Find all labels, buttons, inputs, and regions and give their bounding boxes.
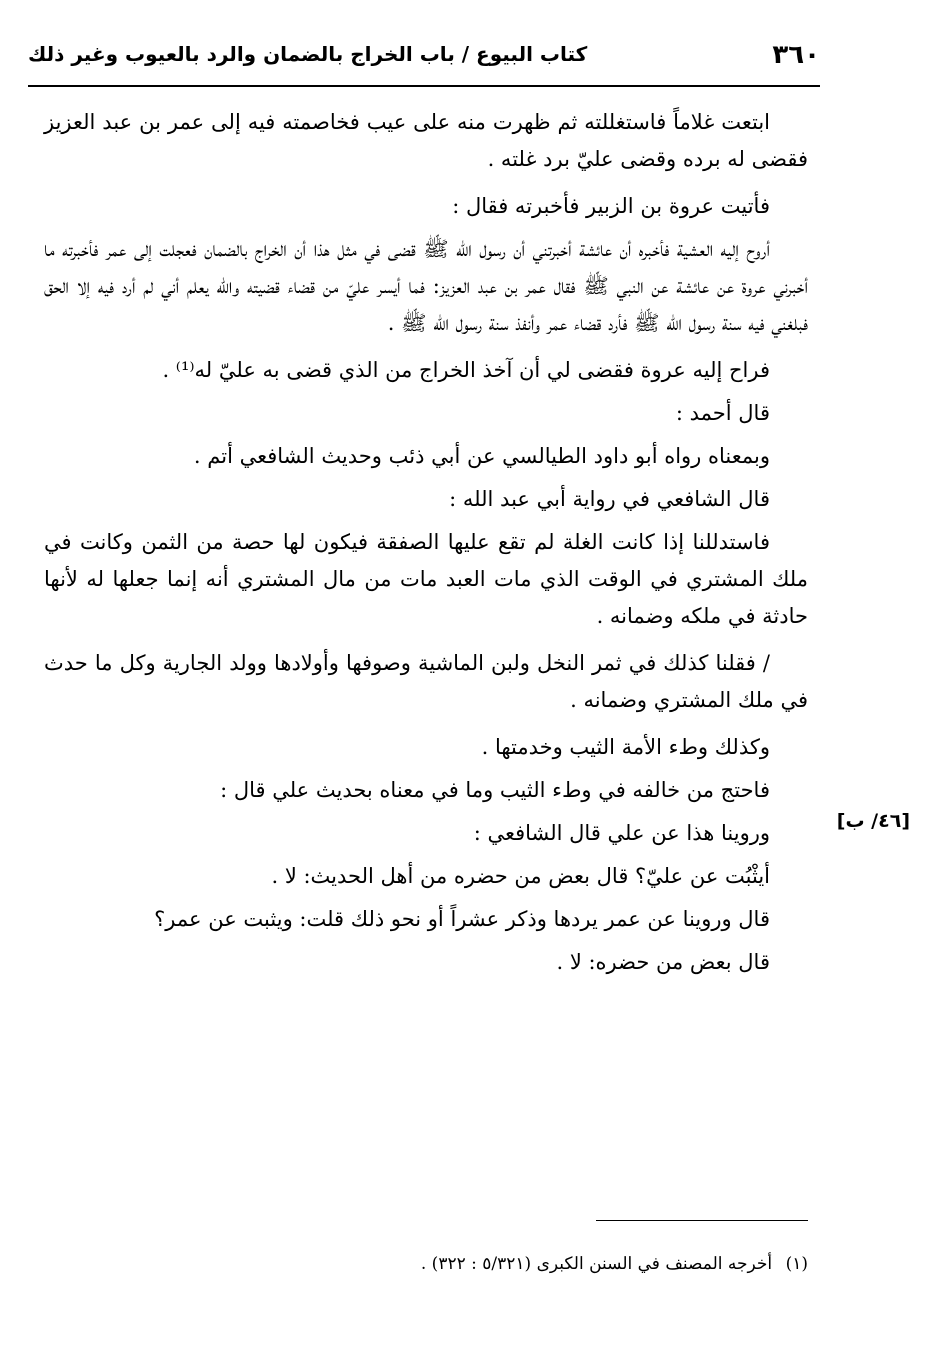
paragraph: قال بعض من حضره: لا . — [556, 950, 770, 974]
paragraph: فاستدللنا إذا كانت الغلة لم تقع عليها الصفقة فيكون لها حصة من الثمن وكانت في ملك المشتري في الوقت الذي مات العبد مات من مال المشتري أنه إنما جعلها له لأنها حادثة في ملكه وضمانه . — [44, 530, 808, 628]
footnote-divider — [596, 1220, 808, 1221]
paragraph: وروينا هذا عن علي قال الشافعي : — [473, 821, 770, 845]
manuscript-folio-marker: [٤٦/ ب] — [836, 810, 910, 832]
header-divider — [28, 85, 820, 87]
paragraph: وكذلك وطء الأمة الثيب وخدمتها . — [481, 735, 770, 759]
paragraph: قال وروينا عن عمر يردها وذكر عشراً أو نحو ذلك قلت: ويثبت عن عمر؟ — [154, 907, 770, 931]
paragraph: أروح إليه العشية فأخبره أن عائشة أخبرتني أن رسول الله ﷺ قضى في مثل هذا أن الخراج بالضمان فعجلت إلى عمر فأخبرته ما أخبرني عروة عن عائشة عن النبي ﷺ فقال عمر بن عبد العزيز: فما أيسر عليّ من قضاء قضيته والله يعلم أني لم أرد فيه إلا الحق فبلغني فيه سنة رسول الله ﷺ فأرد قضاء عمر وأنفذ سنة رسول الله ﷺ . — [44, 237, 808, 335]
paragraph: قال أحمد : — [675, 401, 770, 425]
paragraph: فراح إليه عروة فقضى لي أن آخذ الخراج من الذي قضى به عليّ له⁽¹⁾ . — [162, 358, 770, 382]
footnote-marker: (١) — [785, 1254, 808, 1274]
main-text — [44, 104, 808, 987]
paragraph: وبمعناه رواه أبو داود الطيالسي عن أبي ذئب وحديث الشافعي أتم . — [193, 444, 770, 468]
running-title: كتاب البيوع / باب الخراج بالضمان والرد بالعيوب وغير ذلك — [28, 42, 588, 66]
footnote-text: أخرجه المصنف في السنن الكبرى (٥/٣٢١ : ٣٢٢) . — [420, 1254, 773, 1274]
paragraph: ابتعت غلاماً فاستغللته ثم ظهرت منه على عيب فخاصمته فيه إلى عمر بن عبد العزيز فقضى له برده وقضى عليّ برد غلته . — [44, 110, 808, 171]
paragraph: فأتيت عروة بن الزبير فأخبرته فقال : — [452, 194, 770, 218]
page-number: ٣٦٠ — [772, 40, 820, 70]
paragraph: قال الشافعي في رواية أبي عبد الله : — [449, 487, 770, 511]
paragraph: فاحتج من خالفه في وطء الثيب وما في معناه بحديث علي قال : — [220, 778, 770, 802]
page-header — [28, 34, 820, 82]
footnote — [48, 1251, 808, 1277]
paragraph: / فقلنا كذلك في ثمر النخل ولبن الماشية وصوفها وأولادها وولد الجارية وكل ما حدث في ملك المشتري وضمانه . — [44, 651, 808, 712]
paragraph: أيثْبُت عن عليّ؟ قال بعض من حضره من أهل الحديث: لا . — [271, 864, 770, 888]
